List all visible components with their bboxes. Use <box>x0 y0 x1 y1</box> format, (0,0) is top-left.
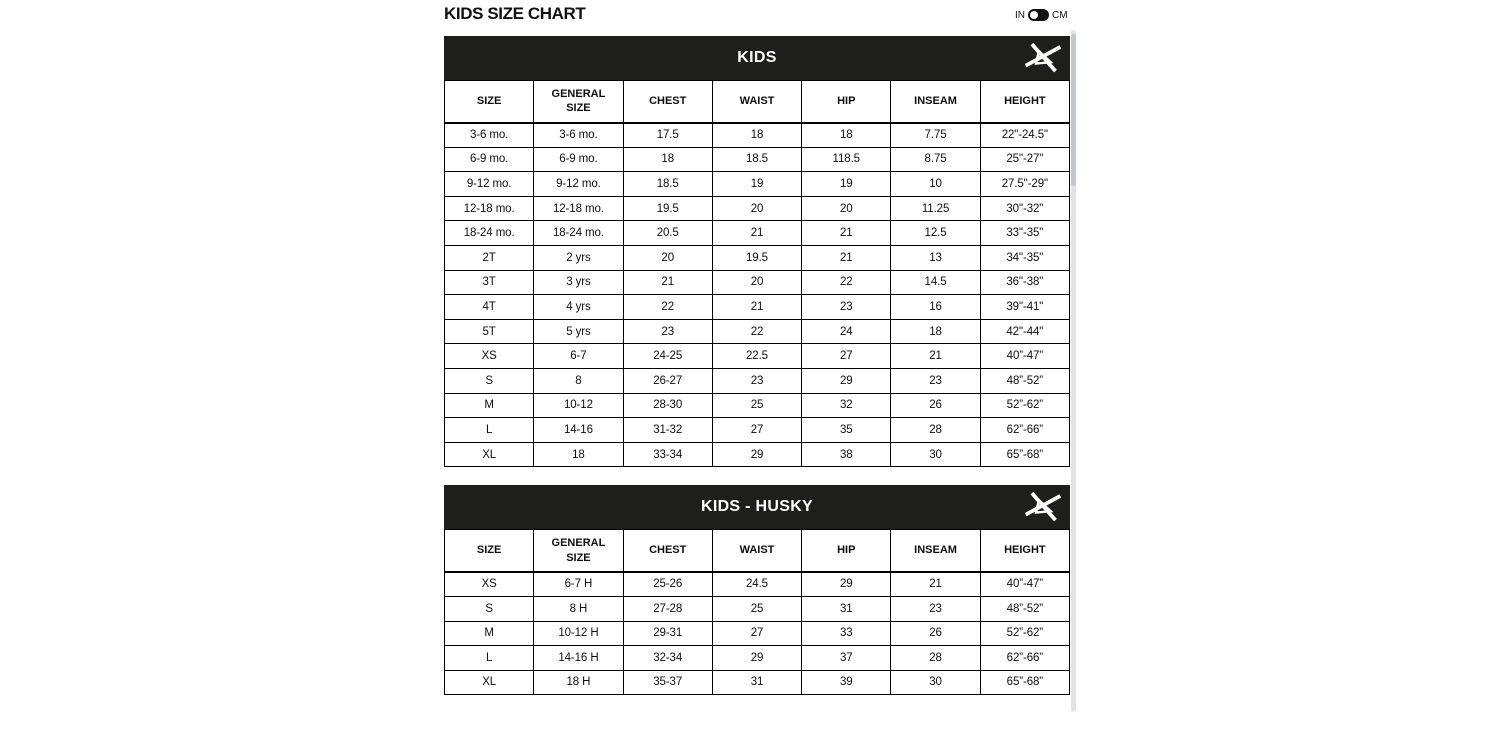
cell: 42"-44" <box>980 319 1069 344</box>
column-header: HIP <box>802 530 891 572</box>
cell: 10-12 H <box>534 621 623 646</box>
cell: 20 <box>802 196 891 221</box>
table-title-bar <box>444 485 1070 529</box>
cell: 22 <box>802 270 891 295</box>
cell: 48”-52” <box>980 596 1069 621</box>
cell: 7.75 <box>891 123 980 148</box>
cell: 26 <box>891 621 980 646</box>
cell: 6-7 H <box>534 572 623 597</box>
cell: L <box>445 646 534 671</box>
cell: 30 <box>891 670 980 695</box>
unit-toggle[interactable] <box>1015 9 1068 21</box>
header-row <box>445 81 1070 123</box>
kids-husky-size-table <box>444 529 1070 695</box>
column-header: WAIST <box>712 81 801 123</box>
cell: 18 <box>534 442 623 467</box>
cell: 12.5 <box>891 221 980 246</box>
cell: 6-9 mo. <box>534 147 623 172</box>
cell: 22.5 <box>712 344 801 369</box>
cell: 11.25 <box>891 196 980 221</box>
cell: 27 <box>802 344 891 369</box>
cell: 18 <box>891 319 980 344</box>
cell: 21 <box>891 572 980 597</box>
column-header: SIZE <box>445 530 534 572</box>
table-row <box>445 196 1070 221</box>
kids-size-table-section <box>444 36 1070 467</box>
cell: 39 <box>802 670 891 695</box>
cell: 62”-66” <box>980 418 1069 443</box>
cell: 3-6 mo. <box>534 123 623 148</box>
column-header: INSEAM <box>891 530 980 572</box>
cell: 14-16 H <box>534 646 623 671</box>
table-header <box>445 530 1070 572</box>
cell: 32 <box>802 393 891 418</box>
cell: 3 yrs <box>534 270 623 295</box>
table-row <box>445 442 1070 467</box>
column-header: WAIST <box>712 530 801 572</box>
cell: 25 <box>712 393 801 418</box>
cell: S <box>445 596 534 621</box>
cell: 27 <box>712 418 801 443</box>
kids-husky-size-table-section <box>444 485 1070 695</box>
table-row <box>445 418 1070 443</box>
cell: 12-18 mo. <box>445 196 534 221</box>
unit-in-label[interactable]: IN <box>1015 9 1025 21</box>
cell: 9-12 mo. <box>534 172 623 197</box>
cell: 20 <box>712 270 801 295</box>
cell: L <box>445 418 534 443</box>
unit-toggle-switch[interactable] <box>1028 9 1049 21</box>
cell: 18-24 mo. <box>534 221 623 246</box>
column-header: GENERAL SIZE <box>534 530 623 572</box>
cell: 29 <box>802 572 891 597</box>
cell: 22 <box>712 319 801 344</box>
cell: 18.5 <box>623 172 712 197</box>
cell: 18 <box>623 147 712 172</box>
cell: 19 <box>712 172 801 197</box>
cell: 24-25 <box>623 344 712 369</box>
cell: 33"-35" <box>980 221 1069 246</box>
table-row <box>445 319 1070 344</box>
cell: 21 <box>802 245 891 270</box>
cell: 8 H <box>534 596 623 621</box>
cell: 24 <box>802 319 891 344</box>
table-row <box>445 245 1070 270</box>
unit-cm-label[interactable]: CM <box>1052 9 1068 21</box>
cell: 29 <box>802 368 891 393</box>
header-row <box>445 530 1070 572</box>
cell: S <box>445 368 534 393</box>
cell: 39"-41" <box>980 295 1069 320</box>
table-header <box>445 81 1070 123</box>
column-header: HIP <box>802 81 891 123</box>
cell: 21 <box>802 221 891 246</box>
cell: 62”-66” <box>980 646 1069 671</box>
cell: 36"-38" <box>980 270 1069 295</box>
cell: 14.5 <box>891 270 980 295</box>
column-header: HEIGHT <box>980 81 1069 123</box>
cell: 23 <box>712 368 801 393</box>
cell: 31 <box>712 670 801 695</box>
cell: 25-26 <box>623 572 712 597</box>
toggle-knob-circle <box>1030 11 1038 19</box>
cell: 12-18 mo. <box>534 196 623 221</box>
cell: 28 <box>891 418 980 443</box>
cell: 13 <box>891 245 980 270</box>
cell: 18-24 mo. <box>445 221 534 246</box>
cell: XS <box>445 344 534 369</box>
cell: 37 <box>802 646 891 671</box>
table-title: KIDS <box>737 49 777 66</box>
column-header: HEIGHT <box>980 530 1069 572</box>
cell: XL <box>445 670 534 695</box>
scrollbar-track[interactable] <box>1071 30 1076 712</box>
cell: 40”-47” <box>980 344 1069 369</box>
cell: 24.5 <box>712 572 801 597</box>
cell: 34"-35" <box>980 245 1069 270</box>
cell: 31 <box>802 596 891 621</box>
brand-logo-icon <box>1025 491 1061 523</box>
cell: 20 <box>623 245 712 270</box>
cell: 10-12 <box>534 393 623 418</box>
cell: XS <box>445 572 534 597</box>
table-row <box>445 596 1070 621</box>
cell: 29 <box>712 442 801 467</box>
cell: 2 yrs <box>534 245 623 270</box>
cell: 19 <box>802 172 891 197</box>
table-row <box>445 221 1070 246</box>
cell: 29 <box>712 646 801 671</box>
cell: 52”-62” <box>980 393 1069 418</box>
cell: 30"-32" <box>980 196 1069 221</box>
cell: 23 <box>623 319 712 344</box>
cell: 28-30 <box>623 393 712 418</box>
cell: 8.75 <box>891 147 980 172</box>
cell: 27.5"-29" <box>980 172 1069 197</box>
table-title-bar <box>444 36 1070 80</box>
cell: 52”-62” <box>980 621 1069 646</box>
cell: 48”-52” <box>980 368 1069 393</box>
table-row <box>445 344 1070 369</box>
cell: 25"-27" <box>980 147 1069 172</box>
table-row <box>445 123 1070 148</box>
cell: 8 <box>534 368 623 393</box>
table-row <box>445 172 1070 197</box>
cell: 9-12 mo. <box>445 172 534 197</box>
cell: 18.5 <box>712 147 801 172</box>
table-row <box>445 368 1070 393</box>
kids-size-table <box>444 80 1070 467</box>
cell: 21 <box>623 270 712 295</box>
cell: 19.5 <box>712 245 801 270</box>
table-body <box>445 123 1070 467</box>
column-header: INSEAM <box>891 81 980 123</box>
brand-logo-icon <box>1025 42 1061 74</box>
cell: 5 yrs <box>534 319 623 344</box>
cell: 21 <box>712 295 801 320</box>
cell: XL <box>445 442 534 467</box>
cell: 33-34 <box>623 442 712 467</box>
table-row <box>445 646 1070 671</box>
cell: 6-9 mo. <box>445 147 534 172</box>
table-title: KIDS - HUSKY <box>700 498 814 516</box>
cell: 5T <box>445 319 534 344</box>
table-row <box>445 295 1070 320</box>
cell: 23 <box>891 368 980 393</box>
cell: 118.5 <box>802 147 891 172</box>
cell: 4T <box>445 295 534 320</box>
cell: 25 <box>712 596 801 621</box>
cell: 3-6 mo. <box>445 123 534 148</box>
cell: 31-32 <box>623 418 712 443</box>
cell: 18 H <box>534 670 623 695</box>
column-header: CHEST <box>623 81 712 123</box>
cell: 40”-47” <box>980 572 1069 597</box>
cell: 27 <box>712 621 801 646</box>
cell: 18 <box>712 123 801 148</box>
cell: 65”-68” <box>980 670 1069 695</box>
cell: 19.5 <box>623 196 712 221</box>
column-header: CHEST <box>623 530 712 572</box>
cell: 33 <box>802 621 891 646</box>
table-row <box>445 270 1070 295</box>
cell: 27-28 <box>623 596 712 621</box>
cell: 28 <box>891 646 980 671</box>
table-row <box>445 572 1070 597</box>
cell: 29-31 <box>623 621 712 646</box>
cell: M <box>445 393 534 418</box>
cell: 17.5 <box>623 123 712 148</box>
page-title: KIDS SIZE CHART <box>444 4 586 23</box>
cell: 20.5 <box>623 221 712 246</box>
cell: M <box>445 621 534 646</box>
scrollbar-thumb[interactable] <box>1071 34 1076 186</box>
cell: 26-27 <box>623 368 712 393</box>
cell: 30 <box>891 442 980 467</box>
cell: 18 <box>802 123 891 148</box>
cell: 14-16 <box>534 418 623 443</box>
cell: 6-7 <box>534 344 623 369</box>
cell: 23 <box>802 295 891 320</box>
cell: 2T <box>445 245 534 270</box>
cell: 32-34 <box>623 646 712 671</box>
size-tables-container <box>444 36 1070 695</box>
column-header: GENERAL SIZE <box>534 81 623 123</box>
cell: 35 <box>802 418 891 443</box>
cell: 21 <box>712 221 801 246</box>
cell: 3T <box>445 270 534 295</box>
table-row <box>445 393 1070 418</box>
table-row <box>445 621 1070 646</box>
table-row <box>445 670 1070 695</box>
cell: 35-37 <box>623 670 712 695</box>
cell: 38 <box>802 442 891 467</box>
cell: 20 <box>712 196 801 221</box>
cell: 22"-24.5" <box>980 123 1069 148</box>
cell: 23 <box>891 596 980 621</box>
table-row <box>445 147 1070 172</box>
cell: 65”-68” <box>980 442 1069 467</box>
cell: 4 yrs <box>534 295 623 320</box>
cell: 16 <box>891 295 980 320</box>
column-header: SIZE <box>445 81 534 123</box>
cell: 10 <box>891 172 980 197</box>
cell: 22 <box>623 295 712 320</box>
table-body <box>445 572 1070 695</box>
cell: 21 <box>891 344 980 369</box>
cell: 26 <box>891 393 980 418</box>
